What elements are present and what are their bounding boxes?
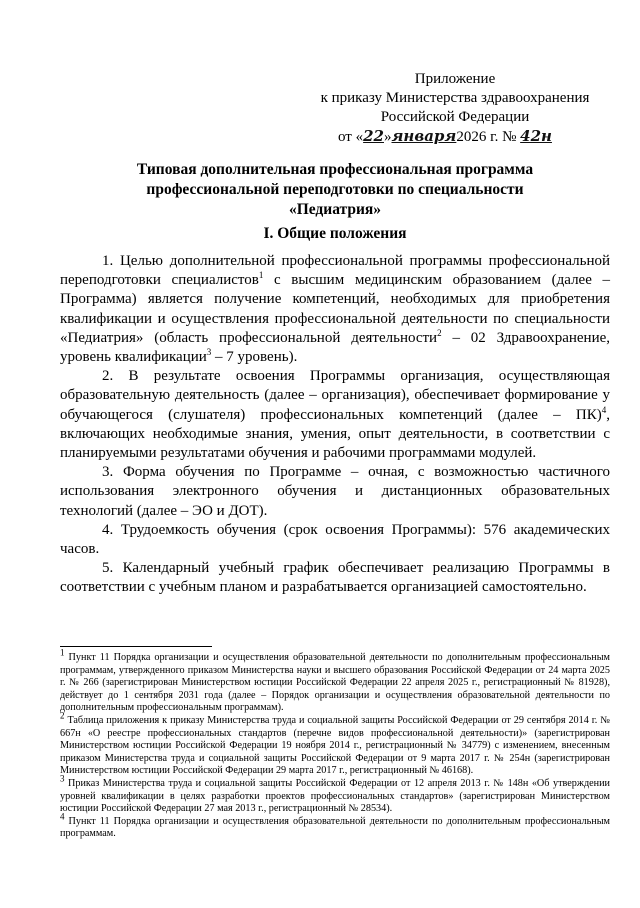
section-heading: I. Общие положения	[263, 225, 407, 242]
appendix-header	[300, 70, 610, 147]
footnote-2: $^2$ Таблица приложения к приказу Министерства труда и социальной защиты Российской Федерации от 29 сентября 2014 г. № 667н «О реестре профессиональных стандартов (перечне видов профессиональной деятельности)» (зарегистрирован Министерством юстиции Российской Федерации 19 ноября 2014 г., регистрационный № 34779) с изменением, внесенным приказом Министерства труда и социальной защиты Российской Федерации от 9 марта 2017 г. № 254н (зарегистрирован Министерством юстиции Российской Федерации 29 марта 2017 г., регистрационный № 46168).	[60, 710, 610, 777]
footnotes	[60, 647, 610, 841]
footnote-3: $^3$ Приказ Министерства труда и социальной защиты Российской Федерации от 12 апреля 2013 г. № 148н «Об утверждении уровней квалификации в целях разработки проектов профессиональных стандартов» (зарегистрирован Министерством юстиции Российской Федерации 27 мая 2013 г., регистрационный № 28534).	[60, 773, 610, 815]
footnote-ref-1: 1	[258, 270, 264, 281]
footnote-ref-3: 3	[206, 347, 212, 358]
title-line-3: «Педиатрия»	[288, 201, 382, 218]
footnote-divider	[60, 646, 212, 647]
date-month: января	[391, 127, 457, 145]
appendix-label: Приложение	[414, 71, 496, 87]
appendix-order-ref: к приказу Министерства здравоохранения	[320, 90, 590, 106]
order-number: 42н	[520, 127, 552, 145]
date-day: 22	[363, 127, 384, 145]
paragraph-5: 5. Календарный учебный график обеспечивает реализацию Программы в соответствии с учебным планом и разрабатывается организацией самостоятельно.	[60, 560, 610, 596]
paragraph-4: 4. Трудоемкость обучения (срок освоения Программы): 576 академических часов.	[60, 521, 610, 558]
footnote-ref-4: 4	[601, 404, 607, 415]
paragraph-1: 1. Целью дополнительной профессиональной программы профессиональной переподготовки специалистов$^1$ с высшим медицинским образованием (далее – Программа) является получение компетенций, необходимых для приобретения квалификации и осуществления профессиональной деятельности по специальности «Педиатрия» (область профессиональной деятельности$^2$ – 02 Здравоохранение, уровень квалификации$^3$ – 7 уровень).	[60, 253, 611, 366]
title-line-2: профессиональной переподготовки по специальности	[146, 181, 524, 198]
footnote-1: $^1$ Пункт 11 Порядка организации и осуществления образовательной деятельности по дополнительным профессиональным программам, утвержденного приказом Министерства науки и высшего образования Российской Федерации от 24 марта 2025 г. № 266 (зарегистрирован Министерством юстиции Российской Федерации 22 апреля 2025 г., регистрационный № 81928), действует до 1 сентября 2031 года (далее – Порядок организации и осуществления образовательной деятельности по дополнительным профессиональным программам).	[60, 647, 610, 714]
paragraph-2: 2. В результате освоения Программы организация, осуществляющая образовательную деятельность (далее – организация), обеспечивает формирование у обучающегося (слушателя) профессиональных компетенций (далее – ПК)$^4$, включающих необходимые знания, умения, опыт деятельности, в соответствии с планируемыми результатами обучения и рабочими программами модулей.	[60, 368, 610, 462]
footnote-ref-2: 2	[437, 327, 442, 338]
footnote-4: $^4$ Пункт 11 Порядка организации и осуществления образовательной деятельности по дополнительным профессиональным программам.	[60, 811, 610, 840]
title-line-1: Типовая дополнительная профессиональная программа	[136, 161, 534, 178]
appendix-date-line: от «22»января2026 г. № 42н	[338, 127, 552, 145]
paragraph-3: 3. Форма обучения по Программе – очная, с возможностью частичного использования электронного обучения и дистанционных образовательных технологий (далее – ЭО и ДОТ).	[60, 464, 610, 519]
appendix-country: Российской Федерации	[380, 109, 530, 125]
body-text	[60, 252, 610, 598]
program-title	[60, 160, 610, 220]
